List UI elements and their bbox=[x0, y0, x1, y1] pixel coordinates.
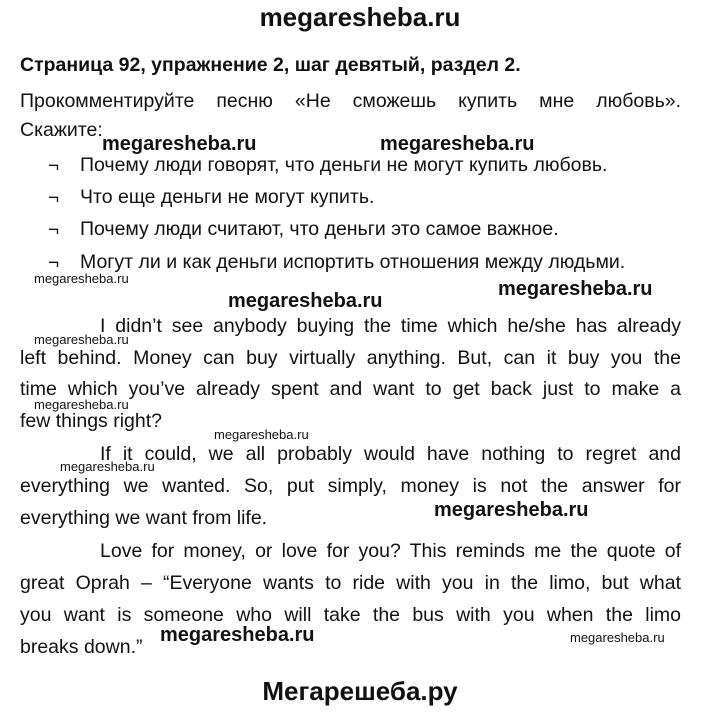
answer-p1-line-3: time which you’ve already spent and want to get back just to make a bbox=[20, 378, 681, 400]
watermark: megaresheba.ru bbox=[434, 499, 589, 521]
bullet-mark-4: ¬ bbox=[48, 253, 60, 274]
bullet-item-3: Почему люди считают, что деньги это самое важное. bbox=[80, 218, 559, 240]
bullet-mark-2: ¬ bbox=[48, 188, 60, 209]
answer-p3-line-4: breaks down.” bbox=[20, 636, 143, 658]
instruction-line-2: Скажите: bbox=[20, 119, 103, 141]
bullet-item-2: Что еще деньги не могут купить. bbox=[80, 186, 375, 208]
instruction-line-1: Прокомментируйте песню «Не сможешь купить мне любовь». bbox=[20, 90, 681, 112]
watermark: megaresheba.ru bbox=[34, 332, 129, 347]
watermark: megaresheba.ru bbox=[498, 278, 653, 300]
watermark: megaresheba.ru bbox=[570, 630, 665, 645]
answer-p3-line-3: you want is someone who will take the bus with you when the limo bbox=[20, 604, 681, 626]
watermark: megaresheba.ru bbox=[380, 133, 535, 155]
answer-p3-line-1: Love for money, or love for you? This reminds me the quote of bbox=[100, 540, 681, 562]
bullet-item-4: Могут ли и как деньги испортить отношения между людьми. bbox=[80, 251, 626, 273]
answer-p2-line-3: everything we want from life. bbox=[20, 507, 268, 529]
site-footer-brand: Мегарешеба.ру bbox=[262, 676, 458, 706]
answer-p2-line-2: everything we wanted. So, put simply, money is not the answer for bbox=[20, 475, 681, 497]
watermark: megaresheba.ru bbox=[160, 624, 315, 646]
bullet-mark-3: ¬ bbox=[48, 220, 60, 241]
watermark: megaresheba.ru bbox=[102, 133, 257, 155]
answer-p3-line-2: great Oprah – “Everyone wants to ride with you in the limo, but what bbox=[20, 572, 681, 594]
exercise-title: Страница 92, упражнение 2, шаг девятый, раздел 2. bbox=[20, 54, 521, 76]
answer-p1-line-2: left behind. Money can buy virtually anything. But, can it buy you the bbox=[20, 347, 681, 369]
watermark: megaresheba.ru bbox=[214, 427, 309, 442]
bullet-item-1: Почему люди говорят, что деньги не могут купить любовь. bbox=[80, 154, 608, 176]
site-header: megaresheba.ru bbox=[259, 2, 461, 32]
answer-p1-line-1: I didn’t see anybody buying the time which he/she has already bbox=[100, 315, 681, 337]
watermark: megaresheba.ru bbox=[60, 459, 155, 474]
watermark: megaresheba.ru bbox=[34, 271, 129, 286]
answer-p2-line-1: If it could, we all probably would have nothing to regret and bbox=[100, 443, 681, 465]
answer-p1-line-4: few things right? bbox=[20, 410, 162, 432]
watermark: megaresheba.ru bbox=[34, 397, 129, 412]
bullet-mark-1: ¬ bbox=[48, 156, 60, 177]
watermark: megaresheba.ru bbox=[228, 290, 383, 312]
